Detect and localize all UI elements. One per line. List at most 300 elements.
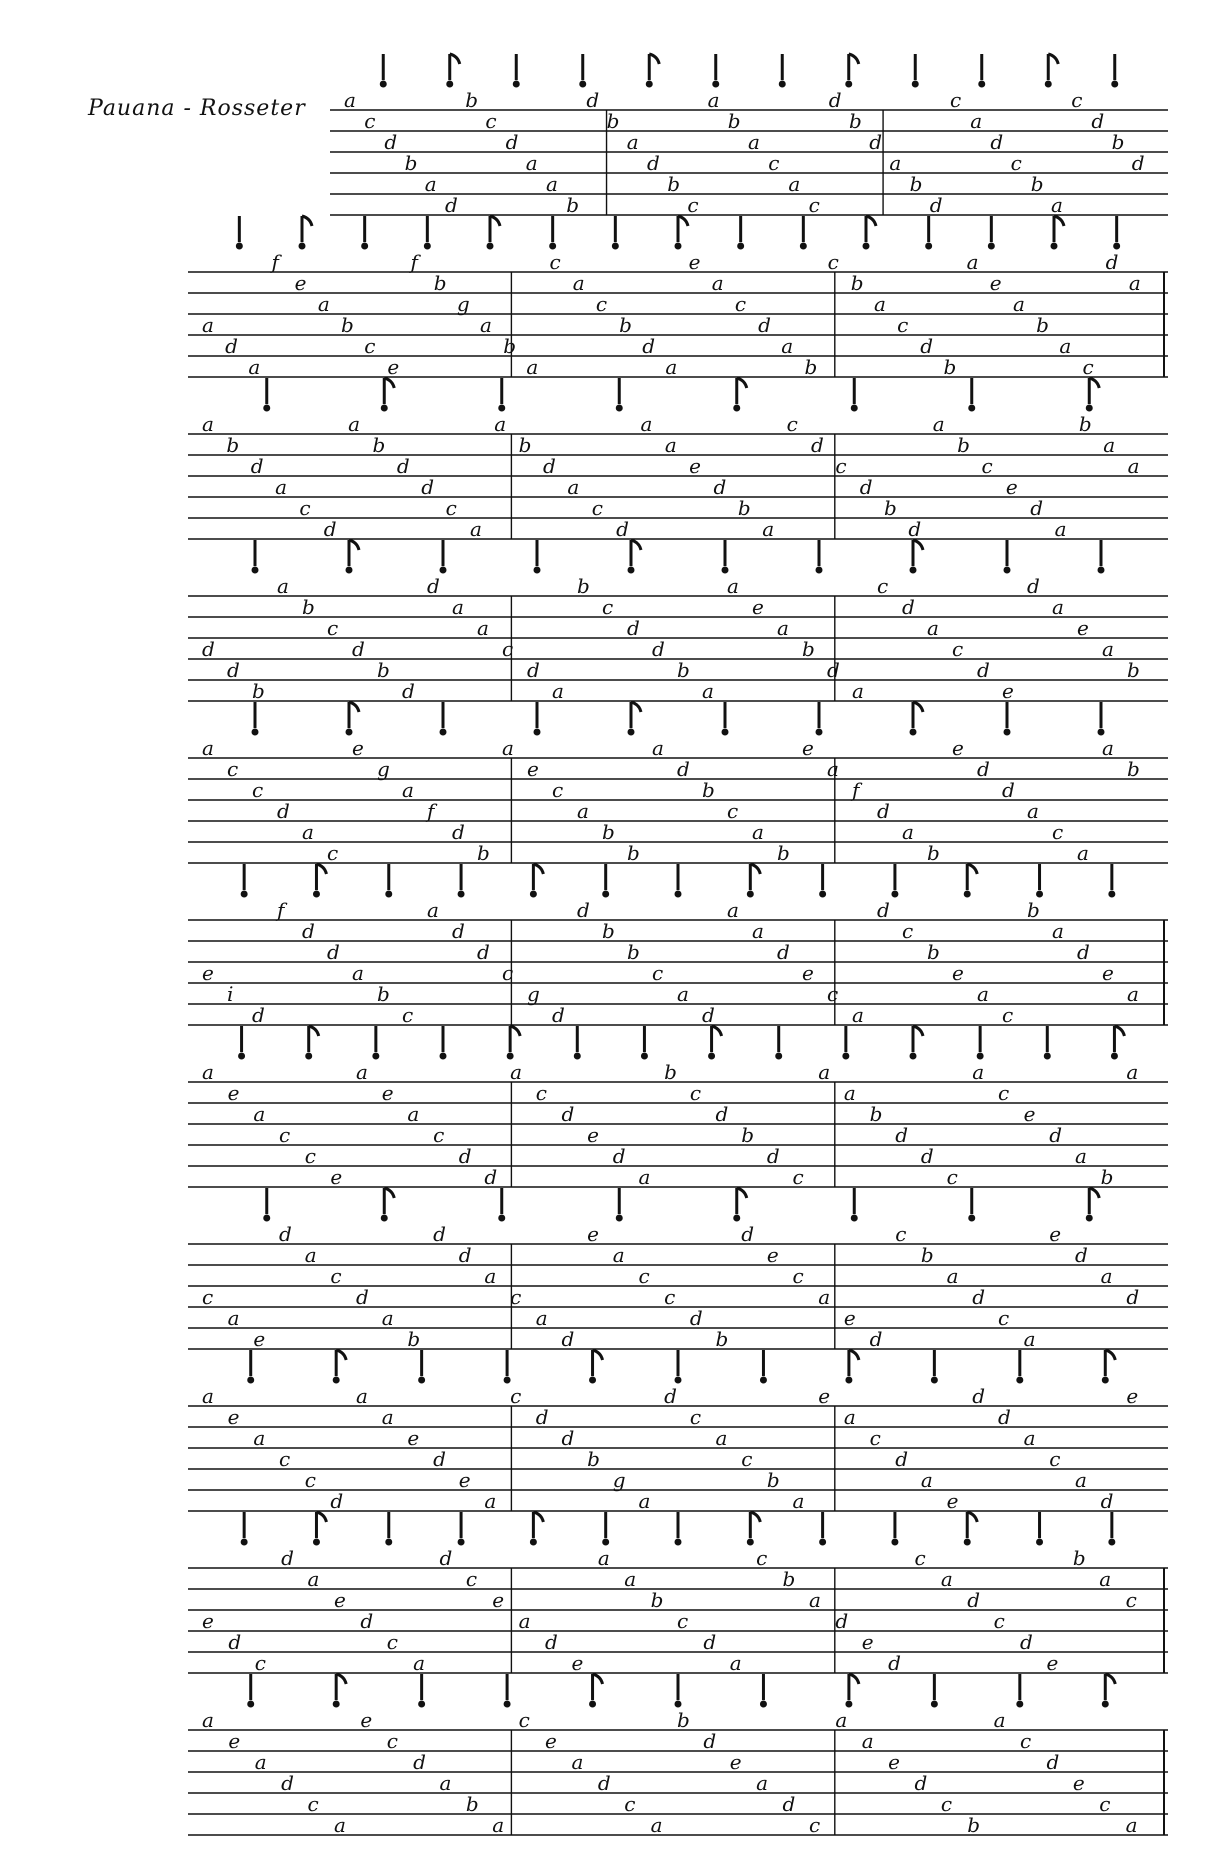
tablature-letter: e — [228, 1729, 241, 1753]
tablature-letter: d — [505, 130, 519, 154]
tablature-letter: d — [252, 1003, 265, 1027]
tablature-letter: d — [543, 454, 556, 478]
tablature-letter: d — [1126, 1285, 1140, 1309]
tablature-letter: d — [1020, 1630, 1033, 1654]
tablature-letter: a — [526, 355, 539, 379]
tablature-letter: a — [202, 313, 214, 337]
tablature-letter: b — [1030, 172, 1044, 196]
tablature-letter: c — [981, 454, 993, 478]
tablature-letter: a — [381, 1405, 394, 1429]
tablature-letter: d — [929, 193, 943, 217]
tablature-letter: d — [920, 334, 934, 358]
tablature-letter: a — [202, 736, 214, 760]
tablature-letter: a — [572, 271, 585, 295]
tablature-letter: a — [597, 1546, 610, 1570]
tablature-letter: d — [895, 1123, 909, 1147]
tablature-letter: d — [484, 1165, 498, 1189]
tablature-letter: c — [254, 1651, 266, 1675]
rhythm-dot — [800, 243, 807, 250]
tablature-system — [188, 702, 1168, 865]
tablature-letter: b — [766, 1468, 780, 1492]
tablature-letter: d — [647, 151, 660, 175]
tablature-letter: d — [356, 1285, 369, 1309]
rhythm-dot — [712, 81, 719, 88]
tablature-letter: c — [364, 334, 376, 358]
tablature-letter: d — [777, 940, 790, 964]
rhythm-dot — [708, 1053, 715, 1060]
rhythm-dot — [733, 405, 740, 412]
tablature-letter: a — [571, 1750, 584, 1774]
tablature-letter: a — [665, 355, 678, 379]
tablature-letter: c — [1049, 1447, 1061, 1471]
tablature-letter: d — [713, 475, 727, 499]
tablature-letter: c — [502, 961, 514, 985]
rhythm-dot — [964, 1539, 971, 1546]
tablature-letter: a — [427, 898, 439, 922]
tablature-letter: a — [752, 919, 764, 943]
tablature-letter: e — [802, 736, 814, 760]
tablature-letter: f — [410, 250, 418, 274]
rhythm-dot — [602, 891, 609, 898]
tablature-letter: a — [1126, 1060, 1139, 1084]
tablature-letter: d — [869, 1327, 883, 1351]
tablature-letter: c — [552, 778, 564, 802]
tablature-letter: c — [1052, 820, 1064, 844]
tablature-letter: b — [777, 841, 790, 865]
tablature-letter: g — [527, 982, 540, 1006]
rhythm-dot — [910, 1053, 917, 1060]
tablature-letter: d — [281, 1771, 294, 1795]
rhythm-dot — [616, 1215, 623, 1222]
tablature-letter: c — [677, 1609, 689, 1633]
rhythm-dot — [978, 81, 985, 88]
tablature-letter: d — [967, 1588, 981, 1612]
rhythm-dot — [263, 405, 270, 412]
tablature-letter: g — [377, 757, 390, 781]
tablature-letter: b — [465, 1792, 479, 1816]
tablature-letter: d — [458, 1144, 472, 1168]
tablature-letter: a — [1074, 1144, 1087, 1168]
tablature-letter: d — [627, 616, 640, 640]
tablature-letter: c — [485, 109, 497, 133]
rhythm-dot — [1036, 891, 1043, 898]
tablature-letter: d — [908, 517, 922, 541]
tablature-letter: d — [997, 1405, 1011, 1429]
tablature-letter: a — [792, 1489, 805, 1513]
tablature-letter: c — [1082, 355, 1094, 379]
tablature-system — [330, 54, 1168, 217]
rhythm-dot — [641, 1053, 648, 1060]
rhythm-dot — [589, 1701, 596, 1708]
tablature-letter: a — [502, 736, 514, 760]
tablature-letter: d — [972, 1384, 986, 1408]
tablature-letter: e — [952, 736, 964, 760]
tablature-letter: a — [494, 412, 507, 436]
tablature-letter: a — [748, 130, 760, 154]
tablature-letter: d — [327, 940, 340, 964]
rhythm-dot — [418, 1701, 425, 1708]
tablature-letter: c — [1125, 1588, 1137, 1612]
tablature-letter: c — [808, 1813, 821, 1837]
tablature-letter: a — [729, 1651, 742, 1675]
tablature-letter: e — [587, 1123, 599, 1147]
rhythm-dot — [1102, 1701, 1109, 1708]
rhythm-dot — [722, 567, 729, 574]
tablature-letter: a — [1023, 1426, 1036, 1450]
tablature-letter: b — [602, 820, 615, 844]
tablature-letter: e — [689, 454, 702, 478]
tablature-letter: d — [535, 1405, 549, 1429]
tablature-letter: c — [1020, 1729, 1032, 1753]
tablature-letter: a — [1023, 1327, 1036, 1351]
tablature-letter: a — [843, 1405, 856, 1429]
tablature-letter: d — [452, 820, 465, 844]
tablature-letter: b — [1111, 130, 1125, 154]
rhythm-dot — [313, 1539, 320, 1546]
tablature-letter: e — [587, 1222, 599, 1246]
tablature-letter: a — [317, 292, 330, 316]
tablature-letter: a — [525, 151, 538, 175]
tablature-letter: d — [895, 1447, 909, 1471]
tablature-letter: e — [227, 1081, 240, 1105]
tablature-letter: a — [1059, 334, 1072, 358]
tablature-letter: e — [458, 1468, 471, 1492]
tablature-letter: a — [781, 334, 794, 358]
tablature-letter: e — [545, 1729, 557, 1753]
tablature-letter: e — [381, 1081, 394, 1105]
tablature-letter: d — [561, 1102, 575, 1126]
tablature-letter: d — [877, 799, 890, 823]
tablature-letter: c — [835, 454, 847, 478]
tablature-letter: a — [902, 820, 914, 844]
tablature-letter: b — [967, 1813, 981, 1837]
rhythm-dot — [779, 81, 786, 88]
tablature-letter: e — [333, 1588, 346, 1612]
tablature-letter: e — [1049, 1222, 1062, 1246]
tablature-letter: g — [456, 292, 470, 316]
rhythm-dot — [440, 567, 447, 574]
tablature-letter: c — [602, 595, 614, 619]
tablature-letter: a — [1100, 1264, 1113, 1288]
tablature-letter: a — [480, 313, 492, 337]
rhythm-dot — [1016, 1377, 1023, 1384]
tablature-letter: b — [920, 1243, 934, 1267]
rhythm-dot — [498, 405, 505, 412]
tablature-letter: a — [439, 1771, 452, 1795]
tablature-letter: d — [869, 130, 883, 154]
rhythm-dot — [440, 1053, 447, 1060]
rhythm-dot — [440, 729, 447, 736]
tablature-letter: c — [952, 637, 964, 661]
tablature-letter: a — [640, 412, 653, 436]
tablature-letter: a — [344, 88, 356, 112]
rhythm-dot — [1098, 729, 1105, 736]
tablature-letter: a — [889, 151, 902, 175]
tablature-letter: a — [227, 1306, 240, 1330]
tablature-letter: c — [997, 1081, 1010, 1105]
tablature-letter: c — [687, 193, 699, 217]
tablature-letter: c — [518, 1708, 530, 1732]
tablature-letter: c — [914, 1546, 926, 1570]
tablature-letter: b — [619, 313, 632, 337]
tablature-letter: f — [277, 898, 285, 922]
tablature-letter: a — [1051, 193, 1063, 217]
tablature-letter: c — [624, 1792, 636, 1816]
tablature-letter: b — [884, 496, 897, 520]
tablature-letter: d — [702, 1003, 715, 1027]
rhythm-dot — [968, 405, 975, 412]
tablature-letter: d — [433, 1222, 446, 1246]
tablature-letter: a — [402, 778, 414, 802]
rhythm-dot — [977, 1053, 984, 1060]
rhythm-dot — [346, 729, 353, 736]
tablature-system — [188, 1026, 1168, 1189]
tablature-letter: a — [552, 679, 564, 703]
tablature-letter: e — [294, 271, 307, 295]
rhythm-dot — [602, 1539, 609, 1546]
rhythm-dot — [1044, 1053, 1051, 1060]
rhythm-dot — [385, 891, 392, 898]
tablature-letter: a — [835, 1708, 848, 1732]
tablature-letter: d — [552, 1003, 565, 1027]
tablature-letter: d — [202, 637, 215, 661]
tablature-letter: b — [587, 1447, 600, 1471]
rhythm-dot — [530, 891, 537, 898]
tablature-letter: a — [762, 517, 775, 541]
tablature-letter: d — [741, 1222, 755, 1246]
tablature-letter: a — [407, 1102, 420, 1126]
tablature-letter: a — [202, 1384, 214, 1408]
tablature-letter: a — [1052, 919, 1064, 943]
tablature-letter: a — [202, 1708, 214, 1732]
tablature-letter: a — [1127, 454, 1140, 478]
tablature-letter: c — [827, 982, 839, 1006]
tablature-letter: d — [1131, 151, 1145, 175]
tablature-letter: d — [810, 433, 824, 457]
rhythm-dot — [616, 405, 623, 412]
rhythm-dot — [1004, 729, 1011, 736]
tablature-system — [188, 1674, 1168, 1837]
tablature-letter: a — [664, 433, 677, 457]
tablature-letter: c — [877, 574, 889, 598]
tablature-letter: d — [452, 919, 465, 943]
tablature-letter: c — [364, 109, 376, 133]
tablature-letter: c — [946, 1165, 958, 1189]
tablature-letter: a — [852, 1003, 864, 1027]
tablature-letter: a — [202, 412, 214, 436]
tablature-letter: a — [535, 1306, 548, 1330]
rhythm-dot — [612, 243, 619, 250]
tablature-letter: a — [302, 820, 314, 844]
tablature-letter: e — [946, 1489, 959, 1513]
tablature-letter: d — [352, 637, 365, 661]
tablature-letter: a — [920, 1468, 933, 1492]
tablature-letter: a — [966, 250, 979, 274]
tablature-letter: b — [602, 919, 615, 943]
rhythm-dot — [1102, 1377, 1109, 1384]
tablature-letter: c — [445, 496, 457, 520]
tablature-letter: b — [927, 940, 940, 964]
tablature-letter: f — [852, 778, 860, 802]
tablature-letter: a — [484, 1489, 497, 1513]
rhythm-dot — [851, 405, 858, 412]
rhythm-dot — [931, 1377, 938, 1384]
rhythm-dot — [863, 243, 870, 250]
tablature-letter: d — [664, 1384, 677, 1408]
tablature-letter: b — [1027, 898, 1040, 922]
tablature-letter: a — [873, 292, 886, 316]
tablature-letter: a — [1012, 292, 1025, 316]
tablature-letter: a — [352, 961, 364, 985]
tablature-letter: c — [993, 1609, 1005, 1633]
tablature-letter: e — [766, 1243, 779, 1267]
rhythm-dot — [842, 1053, 849, 1060]
tablature-letter: a — [788, 172, 801, 196]
tablature-letter: c — [327, 841, 339, 865]
tablature-letter: d — [715, 1102, 729, 1126]
tablature-letter: c — [252, 778, 264, 802]
tablature-letter: c — [227, 757, 239, 781]
tablature-letter: c — [304, 1144, 316, 1168]
tablature-letter: d — [427, 574, 440, 598]
rhythm-dot — [819, 891, 826, 898]
rhythm-dot — [646, 81, 653, 88]
tablature-letter: c — [689, 1405, 702, 1429]
rhythm-dot — [816, 567, 823, 574]
tablature-letter: c — [1010, 151, 1022, 175]
tablature-letter: b — [404, 151, 418, 175]
tablature-letter: a — [477, 616, 489, 640]
rhythm-dot — [504, 1377, 511, 1384]
rhythm-dot — [628, 729, 635, 736]
tablature-letter: a — [940, 1567, 953, 1591]
tablature-letter: c — [510, 1285, 522, 1309]
tablature-letter: b — [1127, 757, 1140, 781]
tablature-letter: c — [279, 1123, 291, 1147]
rhythm-dot — [252, 567, 259, 574]
tablature-system — [188, 540, 1168, 703]
rhythm-dot — [760, 1701, 767, 1708]
tablature-letter: d — [1030, 496, 1044, 520]
rhythm-dot — [238, 1053, 245, 1060]
tablature-letter: c — [502, 637, 514, 661]
tablature-letter: e — [1046, 1651, 1059, 1675]
tablature-letter: e — [802, 961, 814, 985]
tablature-letter: d — [877, 898, 890, 922]
tablature-letter: d — [545, 1630, 558, 1654]
tablature-letter: d — [888, 1651, 901, 1675]
tablature-letter: c — [386, 1729, 398, 1753]
rhythm-dot — [628, 567, 635, 574]
tablature-letter: c — [510, 1384, 522, 1408]
rhythm-dot — [574, 1053, 581, 1060]
tablature-letter: a — [756, 1771, 769, 1795]
tablature-letter: e — [202, 961, 214, 985]
tablature-letter: b — [1100, 1165, 1114, 1189]
rhythm-dot — [534, 729, 541, 736]
rhythm-dot — [851, 1215, 858, 1222]
tablature-letter: d — [360, 1609, 374, 1633]
tablature-letter: e — [527, 757, 539, 781]
tablature-letter: b — [667, 172, 681, 196]
tablature-letter: e — [1077, 616, 1089, 640]
tablature-letter: c — [689, 1081, 702, 1105]
rhythm-dot — [675, 243, 682, 250]
tablature-letter: a — [827, 757, 839, 781]
rhythm-dot — [747, 1539, 754, 1546]
tablature-letter: a — [1128, 271, 1141, 295]
rhythm-dot — [333, 1377, 340, 1384]
rhythm-dot — [910, 729, 917, 736]
rhythm-dot — [313, 891, 320, 898]
tablature-letter: d — [612, 1144, 626, 1168]
tablature-system — [188, 1512, 1168, 1675]
tablature-letter: b — [677, 1708, 690, 1732]
tablature-letter: b — [226, 433, 240, 457]
tablature-letter: e — [1002, 679, 1014, 703]
rhythm-dot — [385, 1539, 392, 1546]
tablature-letter: d — [330, 1489, 344, 1513]
tablature-letter: c — [327, 616, 339, 640]
tablature-letter: c — [595, 292, 608, 316]
tablature-letter: a — [1054, 517, 1067, 541]
tablature-letter: b — [957, 433, 970, 457]
tablature-letter: c — [202, 1285, 214, 1309]
rhythm-dot — [968, 1215, 975, 1222]
tablature-letter: e — [861, 1630, 874, 1654]
tablature-system — [188, 378, 1168, 541]
tablature-letter: c — [756, 1546, 768, 1570]
rhythm-dot — [1111, 81, 1118, 88]
tablature-letter: c — [664, 1285, 676, 1309]
tablature-letter: a — [702, 679, 714, 703]
tablature-letter: b — [477, 841, 490, 865]
tablature-letter: d — [835, 1609, 849, 1633]
tablature-letter: a — [711, 271, 724, 295]
rhythm-dot — [498, 1215, 505, 1222]
rhythm-dot — [910, 567, 917, 574]
tablature-letter: b — [741, 1123, 755, 1147]
tablature-letter: b — [503, 334, 517, 358]
tablature-letter: e — [1102, 961, 1114, 985]
tablature-letter: a — [843, 1081, 856, 1105]
tablature-letter: b — [677, 658, 690, 682]
tablature-letter: a — [254, 1750, 267, 1774]
tablature-letter: g — [612, 1468, 626, 1492]
tablature-letter: d — [413, 1750, 426, 1774]
tablature-letter: c — [808, 193, 820, 217]
tablature-letter: a — [356, 1384, 368, 1408]
tablature-letter: c — [1071, 88, 1083, 112]
tablature-letter: f — [271, 250, 279, 274]
rhythm-dot — [775, 1053, 782, 1060]
tablature-letter: c — [299, 496, 311, 520]
tablature-letter: d — [914, 1771, 928, 1795]
tablature-letter: b — [664, 1060, 677, 1084]
tablature-letter: d — [766, 1144, 780, 1168]
rhythm-dot — [675, 1539, 682, 1546]
tablature-letter: i — [227, 982, 234, 1006]
tablature-letter: e — [729, 1750, 742, 1774]
rhythm-dot — [1086, 1215, 1093, 1222]
tablature-letter: e — [352, 736, 364, 760]
tablature-letter: c — [549, 250, 561, 274]
tablature-letter: e — [387, 355, 400, 379]
tablature-letter: d — [561, 1327, 575, 1351]
tablature-letter: c — [950, 88, 962, 112]
tablature-letter: a — [510, 1060, 523, 1084]
rhythm-dot — [236, 243, 243, 250]
